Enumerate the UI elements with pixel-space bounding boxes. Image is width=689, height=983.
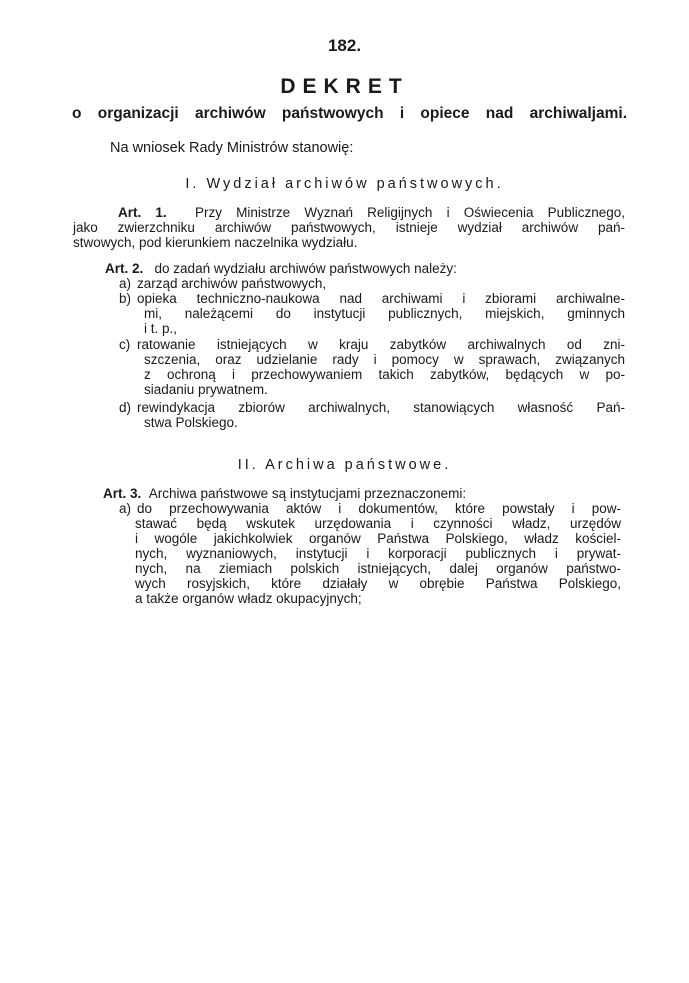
art3-item-a-line-6: wych rosyjskich, które działały w obrębie Państwa Polskiego,	[135, 576, 621, 591]
art3-item-a-letter: a)	[119, 501, 132, 516]
art3-item-a-line-1: do przechowywania aktów i dokumentów, które powstały i pow-	[137, 501, 621, 516]
document-subtitle: o organizacji archiwów państwowych i opiece nad archiwaljami.	[72, 105, 627, 122]
art2-item-b-line-1: opieka techniczno-naukowa nad archiwami i zbiorami archiwalne-	[137, 291, 625, 306]
art2-item-c-line-2: szczenia, oraz udzielanie rady i pomocy w sprawach, związanych	[144, 352, 625, 367]
art2-item-a-letter: a)	[119, 276, 132, 291]
section-heading-2: II. Archiwa państwowe.	[237, 457, 452, 473]
art2-item-d-letter: d)	[119, 400, 132, 415]
art3-item-a-line-7: a także organów władz okupacyjnych;	[135, 591, 362, 606]
document-title: DEKRET	[280, 75, 409, 98]
art2-label: Art. 2.	[105, 261, 144, 276]
art1-line-1	[118, 205, 625, 221]
art2-item-d-line-2: stwa Polskiego.	[144, 415, 238, 430]
art2-intro: do zadań wydziału archiwów państwowych należy:	[154, 261, 457, 276]
art3-intro: Archiwa państwowe są instytucjami przeznaczonemi:	[148, 486, 467, 501]
art3-item-a-line-3: i wogóle jakichkolwiek organów Państwa Polskiego, władz kościel-	[135, 531, 621, 546]
art3-item-a-line-2: stawać będą wskutek urzędowania i czynności władz, urzędów	[135, 516, 621, 531]
section-heading-1: I. Wydział archiwów państwowych.	[185, 176, 504, 192]
preamble: Na wniosek Rady Ministrów stanowię:	[110, 140, 354, 156]
art2-item-c-letter: c)	[119, 337, 131, 352]
art2-intro-line	[105, 261, 457, 277]
art3-label: Art. 3.	[103, 486, 142, 501]
page-number: 182.	[327, 36, 362, 55]
art2-item-d-line-1: rewindykacja zbiorów archiwalnych, stanowiących własność Pań-	[137, 400, 625, 415]
art3-intro-line	[103, 486, 466, 502]
art1-line-3: stwowych, pod kierunkiem naczelnika wydziału.	[73, 235, 358, 250]
art2-item-c-line-1: ratowanie istniejących w kraju zabytków archiwalnych od zni-	[137, 337, 625, 352]
art2-item-c-line-4: siadaniu prywatnem.	[144, 382, 268, 397]
art1-text-1: Przy Ministrze Wyznań Religijnych i Oświecenia Publicznego,	[195, 205, 625, 220]
art2-item-b-line-2: mi, należącemi do instytucji publicznych, miejskich, gminnych	[144, 306, 625, 321]
art1-label: Art. 1.	[118, 205, 167, 220]
art2-item-c-line-3: z ochroną i przechowywaniem takich zabytków, będących w po-	[144, 367, 625, 382]
art2-item-b-line-3: i t. p.,	[144, 321, 178, 336]
art1-line-2: jako zwierzchniku archiwów państwowych, istnieje wydział archiwów pań-	[73, 220, 625, 235]
art2-item-a-line-1: zarząd archiwów państwowych,	[137, 276, 327, 291]
art3-item-a-line-4: nych, wyznaniowych, instytucji i korporacji publicznych i prywat-	[135, 546, 621, 561]
art2-item-b-letter: b)	[119, 291, 132, 306]
art3-item-a-line-5: nych, na ziemiach polskich istniejących, dalej organów państwo-	[135, 561, 621, 576]
